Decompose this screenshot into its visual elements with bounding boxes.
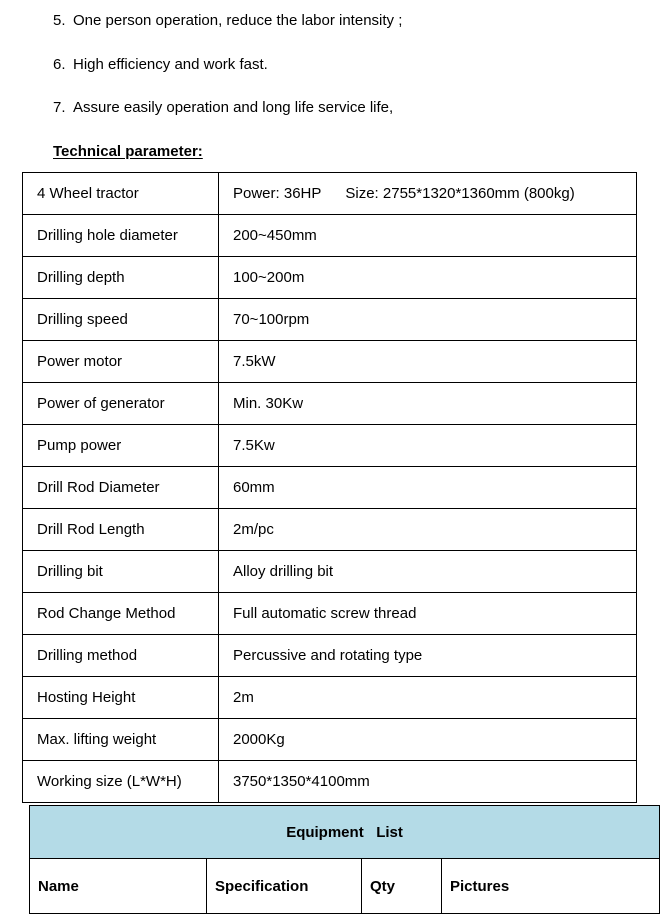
table-row [23, 257, 637, 299]
technical-parameter-heading: Technical parameter: [53, 143, 203, 160]
parameter-value: 7.5kW [219, 341, 637, 383]
parameter-label: Max. lifting weight [23, 719, 219, 761]
feature-text: One person operation, reduce the labor intensity ; [73, 12, 403, 29]
table-row [23, 761, 637, 803]
feature-text: High efficiency and work fast. [73, 56, 268, 73]
parameter-label: Drilling speed [23, 299, 219, 341]
parameter-label: Hosting Height [23, 677, 219, 719]
parameter-value: Percussive and rotating type [219, 635, 637, 677]
feature-number: 6. [53, 56, 66, 73]
parameter-label: Drilling depth [23, 257, 219, 299]
column-header-specification: Specification [207, 859, 362, 914]
parameter-label: Pump power [23, 425, 219, 467]
technical-parameter-table [22, 172, 637, 803]
parameter-value [219, 173, 637, 215]
column-header-pictures: Pictures [442, 859, 660, 914]
parameter-value: Min. 30Kw [219, 383, 637, 425]
feature-number: 5. [53, 12, 66, 29]
parameter-value: 3750*1350*4100mm [219, 761, 637, 803]
table-row [23, 383, 637, 425]
table-row [23, 635, 637, 677]
table-row [23, 677, 637, 719]
table-row [23, 173, 637, 215]
parameter-value: 60mm [219, 467, 637, 509]
parameter-value: 100~200m [219, 257, 637, 299]
parameter-label: Drill Rod Diameter [23, 467, 219, 509]
parameter-label: Power motor [23, 341, 219, 383]
feature-item-6 [53, 56, 268, 73]
parameter-value-extra: Size: 2755*1320*1360mm (800kg) [345, 185, 575, 202]
column-header-qty: Qty [362, 859, 442, 914]
feature-item-7 [53, 99, 393, 116]
parameter-value: 2000Kg [219, 719, 637, 761]
parameter-label: Drill Rod Length [23, 509, 219, 551]
parameter-value: Full automatic screw thread [219, 593, 637, 635]
parameter-label: Drilling bit [23, 551, 219, 593]
feature-item-5 [53, 12, 402, 29]
parameter-value: 2m/pc [219, 509, 637, 551]
parameter-label: Working size (L*W*H) [23, 761, 219, 803]
parameter-label: 4 Wheel tractor [23, 173, 219, 215]
parameter-value: 2m [219, 677, 637, 719]
feature-text: Assure easily operation and long life service life, [73, 99, 394, 116]
table-row [23, 593, 637, 635]
parameter-label: Drilling hole diameter [23, 215, 219, 257]
column-header-name: Name [30, 859, 207, 914]
table-row [23, 551, 637, 593]
parameter-label: Power of generator [23, 383, 219, 425]
equipment-header-row [30, 859, 660, 914]
parameter-value: 200~450mm [219, 215, 637, 257]
parameter-label: Rod Change Method [23, 593, 219, 635]
table-row [23, 467, 637, 509]
feature-number: 7. [53, 99, 66, 116]
table-row [23, 299, 637, 341]
table-row [23, 425, 637, 467]
equipment-list-table [29, 805, 660, 914]
parameter-value: 7.5Kw [219, 425, 637, 467]
table-row [23, 215, 637, 257]
parameter-value-text: Power: 36HP [233, 185, 322, 202]
table-row [23, 719, 637, 761]
equipment-list-title: Equipment List [30, 806, 660, 859]
parameter-value: Alloy drilling bit [219, 551, 637, 593]
table-row [23, 341, 637, 383]
equipment-title-row [30, 806, 660, 859]
parameter-value: 70~100rpm [219, 299, 637, 341]
parameter-label: Drilling method [23, 635, 219, 677]
table-row [23, 509, 637, 551]
